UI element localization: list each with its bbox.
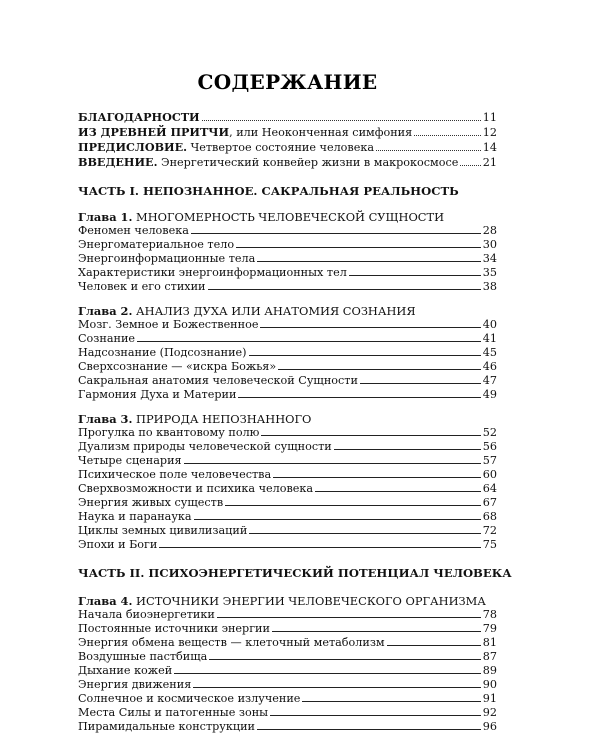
entry-title: Энергия обмена веществ — клеточный метаболизм: [78, 636, 385, 649]
toc-entry[interactable]: [78, 650, 497, 664]
chapter-label: Глава 4.: [78, 594, 133, 608]
entry-title-rest: Энергетический конвейер жизни в макрокосмосе: [157, 156, 459, 169]
page-title: СОДЕРЖАНИЕ: [197, 70, 378, 94]
page-number: 41: [482, 332, 497, 345]
page-number: 79: [482, 622, 497, 635]
page-number: 89: [482, 664, 497, 677]
toc-entry[interactable]: [78, 538, 497, 552]
leader-line: [302, 701, 480, 702]
chapter-title: ПРИРОДА НЕПОЗНАННОГО: [132, 412, 312, 426]
leader-line: [238, 397, 480, 398]
entry-title: Дуализм природы человеческой сущности: [78, 440, 332, 453]
leader-line: [261, 435, 480, 436]
chapter-label: Глава 1.: [78, 210, 133, 224]
chapter-3: [78, 412, 497, 552]
chapter-label: Глава 3.: [78, 412, 133, 426]
toc-entry[interactable]: [78, 706, 497, 720]
toc-entry[interactable]: [78, 252, 497, 266]
entry-title-bold: ИЗ ДРЕВНЕЙ ПРИТЧИ: [78, 125, 230, 139]
page-number: 49: [482, 388, 497, 401]
chapter-heading: [78, 412, 497, 426]
toc-entry[interactable]: [78, 140, 497, 155]
leader-line: [208, 289, 481, 290]
entry-title: Мозг. Земное и Божественное: [78, 318, 259, 331]
toc-entry[interactable]: [78, 664, 497, 678]
page-number: 35: [482, 266, 497, 279]
part-heading: ЧАСТЬ II. ПСИХОЭНЕРГЕТИЧЕСКИЙ ПОТЕНЦИАЛ ЧЕЛОВЕКА: [78, 566, 512, 580]
leader-line: [217, 617, 481, 618]
toc-entry[interactable]: [78, 346, 497, 360]
page-number: 75: [482, 538, 497, 551]
chapter-heading: [78, 594, 497, 608]
entry-title: Циклы земных цивилизаций: [78, 524, 248, 537]
toc-entry[interactable]: [78, 266, 497, 280]
page-number: 90: [482, 678, 497, 691]
toc-entry[interactable]: [78, 440, 497, 454]
page-number: 68: [482, 510, 497, 523]
entry-title: Феномен человека: [78, 224, 189, 237]
page-number: 60: [482, 468, 497, 481]
toc-entry[interactable]: [78, 155, 497, 170]
page-number: 78: [482, 608, 497, 621]
entry-title: Дыхание кожей: [78, 664, 173, 677]
page-number: 46: [482, 360, 497, 373]
toc-entry[interactable]: [78, 482, 497, 496]
toc-entry[interactable]: [78, 388, 497, 402]
toc-entry[interactable]: [78, 468, 497, 482]
toc-entry[interactable]: [78, 608, 497, 622]
chapter-2: [78, 304, 497, 402]
page-number: 38: [482, 280, 497, 293]
page-number: 21: [482, 156, 497, 169]
leader-line: [257, 261, 480, 262]
entry-title: Начала биоэнергетики: [78, 608, 215, 621]
entry-title: Пирамидальные конструкции: [78, 720, 255, 733]
entry-title: Эпохи и Боги: [78, 538, 158, 551]
leader-line: [272, 631, 481, 632]
leader-line: [249, 533, 480, 534]
entry-title: Сознание: [78, 332, 136, 345]
leader-line: [260, 327, 480, 328]
leader-line: [270, 715, 481, 716]
page-number: 45: [482, 346, 497, 359]
entry-title: Характеристики энергоинформационных тел: [78, 266, 347, 279]
leader-line: [184, 463, 481, 464]
entry-title: Надсознание (Подсознание): [78, 346, 247, 359]
chapter-title: АНАЛИЗ ДУХА ИЛИ АНАТОМИЯ СОЗНАНИЯ: [132, 304, 416, 318]
entry-title: Психическое поле человечества: [78, 468, 272, 481]
entry-title: Наука и паранаука: [78, 510, 192, 523]
toc-entry[interactable]: [78, 360, 497, 374]
page-number: 96: [482, 720, 497, 733]
leader-line: [137, 341, 481, 342]
toc-entry[interactable]: [78, 496, 497, 510]
page-number: 28: [482, 224, 497, 237]
chapter-title: МНОГОМЕРНОСТЬ ЧЕЛОВЕЧЕСКОЙ СУЩНОСТИ: [132, 210, 445, 224]
page-number: 91: [482, 692, 497, 705]
entry-title: Человек и его стихии: [78, 280, 206, 293]
chapter-heading: [78, 304, 497, 318]
page-number: 14: [482, 141, 497, 154]
toc-entry[interactable]: [78, 720, 497, 734]
leader-line: [159, 547, 480, 548]
page-number: 56: [482, 440, 497, 453]
page-number: 64: [482, 482, 497, 495]
leader-line: [315, 491, 481, 492]
entry-title-bold: ПРЕДИСЛОВИЕ.: [78, 140, 188, 154]
toc-entry[interactable]: [78, 692, 497, 706]
page-number: 87: [482, 650, 497, 663]
leader-line: [191, 233, 481, 234]
part-heading: ЧАСТЬ I. НЕПОЗНАННОЕ. САКРАЛЬНАЯ РЕАЛЬНОСТЬ: [78, 184, 459, 198]
toc-entry[interactable]: [78, 110, 497, 125]
entry-title: Энергия движения: [78, 678, 192, 691]
toc-entry[interactable]: [78, 636, 497, 650]
leader-line: [193, 687, 480, 688]
entry-title: Сверхсознание — «искра Божья»: [78, 360, 277, 373]
toc-entry[interactable]: [78, 224, 497, 238]
entry-title: Энергия живых существ: [78, 496, 224, 509]
page-number: 47: [482, 374, 497, 387]
page-number: 12: [482, 126, 497, 139]
leader-line: [174, 673, 481, 674]
dot-leader: [414, 135, 481, 136]
dot-leader: [376, 150, 481, 151]
entry-title-rest: , или Неоконченная симфония: [229, 126, 413, 139]
page-number: 11: [482, 111, 497, 124]
entry-title: Четыре сценария: [78, 454, 182, 467]
leader-line: [334, 449, 481, 450]
toc-entry[interactable]: [78, 622, 497, 636]
toc-entry[interactable]: [78, 332, 497, 346]
entry-title: Солнечное и космическое излучение: [78, 692, 301, 705]
entry-title: Гармония Духа и Материи: [78, 388, 237, 401]
page-number: 72: [482, 524, 497, 537]
leader-line: [360, 383, 481, 384]
leader-line: [257, 729, 481, 730]
page-number: 67: [482, 496, 497, 509]
entry-title-bold: БЛАГОДАРНОСТИ: [78, 110, 200, 124]
chapter-title: ИСТОЧНИКИ ЭНЕРГИИ ЧЕЛОВЕЧЕСКОГО ОРГАНИЗМА: [132, 594, 486, 608]
leader-line: [194, 519, 481, 520]
toc-entry[interactable]: [78, 524, 497, 538]
entry-title: Сверхвозможности и психика человека: [78, 482, 314, 495]
entry-title: Энергоинформационные тела: [78, 252, 256, 265]
entry-title-bold: ВВЕДЕНИЕ.: [78, 155, 158, 169]
leader-line: [278, 369, 481, 370]
entry-title: Прогулка по квантовому полю: [78, 426, 260, 439]
entry-title: Места Силы и патогенные зоны: [78, 706, 269, 719]
leader-line: [225, 505, 481, 506]
page-number: 52: [482, 426, 497, 439]
entry-title-rest: Четвертое состояние человека: [187, 141, 374, 154]
toc-entry[interactable]: [78, 238, 497, 252]
entry-title: Сакральная анатомия человеческой Сущности: [78, 374, 358, 387]
toc-entry[interactable]: [78, 280, 497, 294]
toc-entry[interactable]: [78, 426, 497, 440]
page-number: 92: [482, 706, 497, 719]
chapter-label: Глава 2.: [78, 304, 133, 318]
page-number: 81: [482, 636, 497, 649]
page-number: 30: [482, 238, 497, 251]
leader-line: [236, 247, 481, 248]
dot-leader: [202, 120, 481, 121]
chapter-4: [78, 594, 497, 734]
toc-entry[interactable]: [78, 374, 497, 388]
toc-entry[interactable]: [78, 454, 497, 468]
leader-line: [387, 645, 481, 646]
entry-title: Энергоматериальное тело: [78, 238, 235, 251]
entry-title: Воздушные пастбища: [78, 650, 208, 663]
leader-line: [273, 477, 481, 478]
toc-entry[interactable]: [78, 678, 497, 692]
entry-title: Постоянные источники энергии: [78, 622, 270, 635]
toc-entry[interactable]: [78, 318, 497, 332]
leader-line: [249, 355, 481, 356]
toc-entry[interactable]: [78, 510, 497, 524]
page-number: 57: [482, 454, 497, 467]
toc-entry[interactable]: [78, 125, 497, 140]
chapter-heading: [78, 210, 497, 224]
page-number: 40: [482, 318, 497, 331]
leader-line: [209, 659, 480, 660]
chapter-1: [78, 210, 497, 294]
front-matter: [78, 110, 497, 170]
dot-leader: [460, 165, 480, 166]
page-number: 34: [482, 252, 497, 265]
leader-line: [349, 275, 481, 276]
